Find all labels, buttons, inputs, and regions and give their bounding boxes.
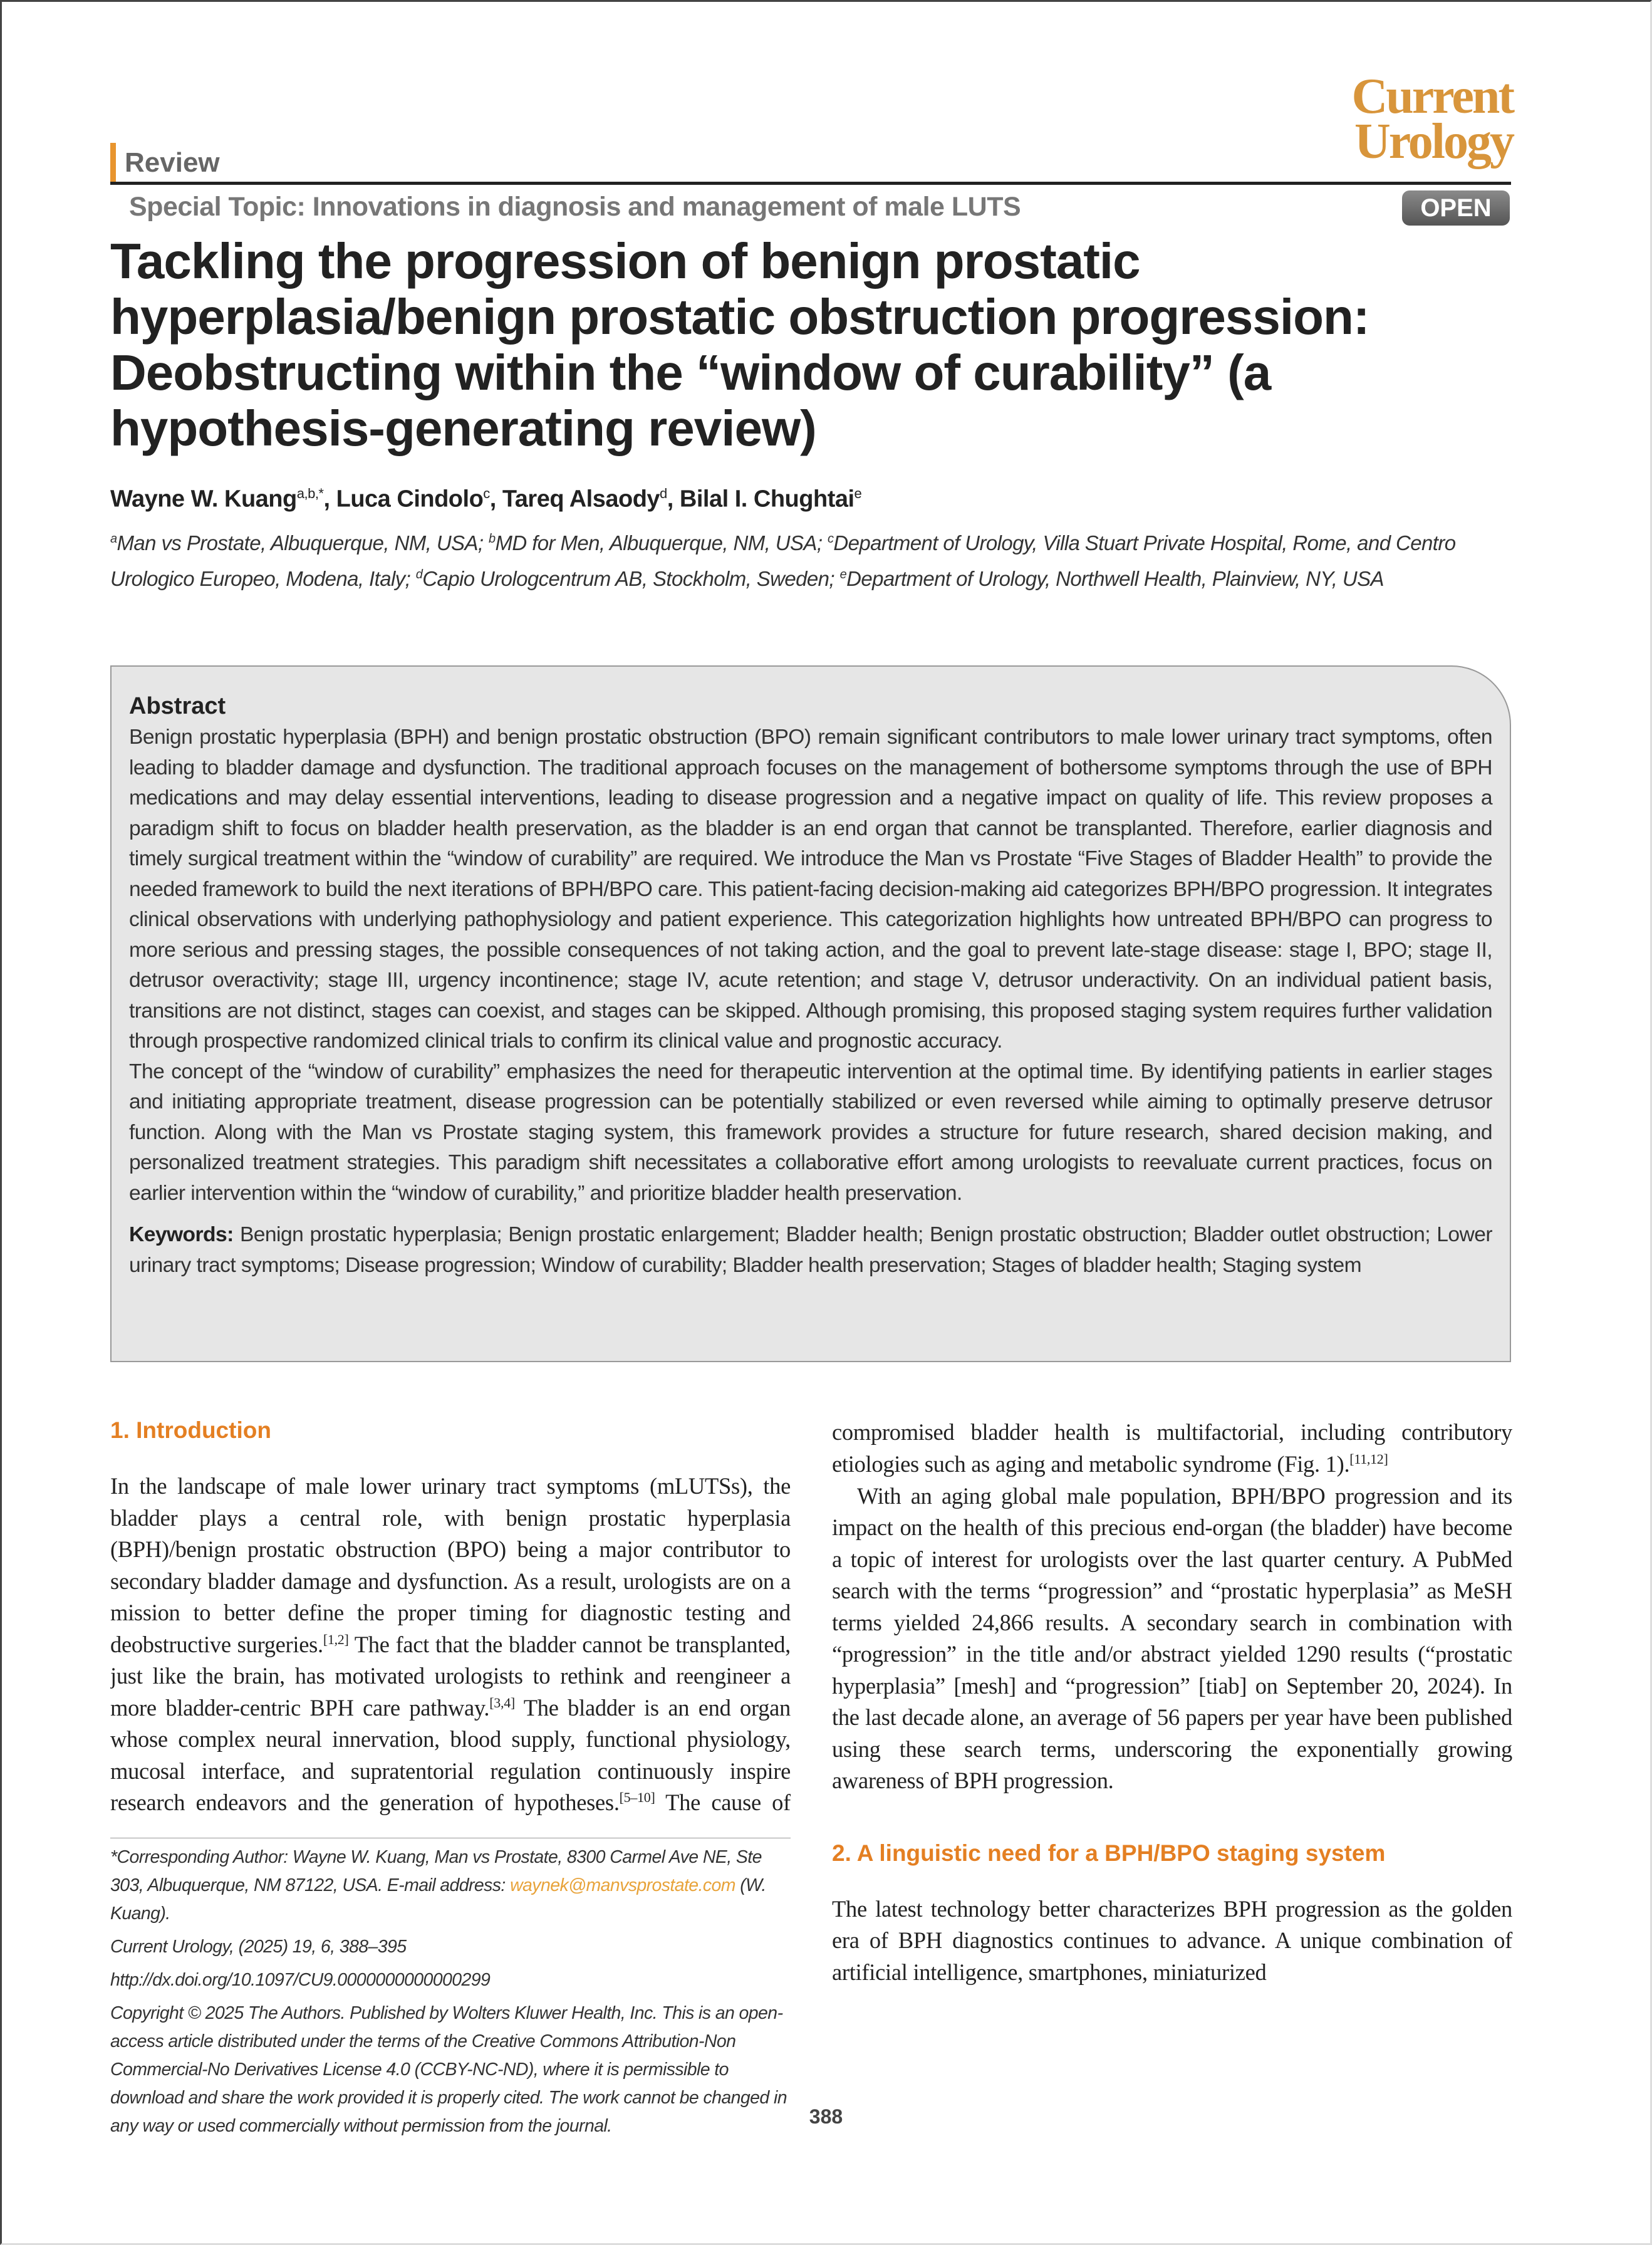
author-list [110, 486, 861, 513]
text-run: compromised bladder health is multifactorial, including contributory etiologies such as aging and metabolic syndrome (Fig. 1). [832, 1419, 1512, 1477]
author-name: Tareq Alsaody [502, 486, 660, 513]
citation: Current Urology, (2025) 19, 6, 388–395 [110, 1937, 407, 1957]
intro-paragraph [110, 1471, 791, 1821]
header-rule [110, 182, 1511, 185]
author-affil: d [660, 486, 667, 501]
citation-ref: [3,4] [489, 1694, 515, 1711]
separator: , [323, 486, 336, 513]
citation-ref: [5–10] [619, 1789, 655, 1805]
doi-link[interactable]: http://dx.doi.org/10.1097/CU9.0000000000000299 [110, 1970, 491, 1990]
affil-text: MD for Men, Albuquerque, NM, USA; [495, 531, 828, 555]
author-affil: e [854, 486, 862, 501]
article-title: Tackling the progression of benign prostatic hyperplasia/benign prostatic obstruction progression: Deobstructing within the “window of curability” (a hypothesis-generating review) [110, 233, 1369, 456]
separator: , [667, 486, 680, 513]
section-2-heading: 2. A linguistic need for a BPH/BPO staging system [832, 1840, 1386, 1866]
page-number: 388 [809, 2105, 843, 2128]
section-label: Review [110, 143, 220, 183]
separator: , [489, 486, 502, 513]
affil-key: a [110, 532, 117, 546]
author-name: Luca Cindolo [336, 486, 484, 513]
affil-text: Department of Urology, Northwell Health, Plainview, NY, USA [846, 567, 1384, 590]
section-2-paragraph: The latest technology better characterizes BPH progression as the golden era of BPH diagnostics continues to advance. A unique combination of artificial intelligence, smartphones, miniaturized [832, 1895, 1512, 1985]
author-name: Wayne W. Kuang [110, 486, 297, 513]
affiliations [110, 523, 1514, 595]
text-run: The bladder is an end organ whose complex neural innervation, blood supply, functional physiology, mucosal interface, and supratentorial regulation continuously inspire research endeavors and the generation of hypotheses. [110, 1694, 791, 1815]
affil-text: Capio Urologcentrum AB, Stockholm, Sweden; [422, 567, 840, 590]
left-column [110, 1413, 791, 2140]
affil-key: d [415, 568, 423, 581]
logo-line-1: Current [1351, 69, 1513, 124]
email-link[interactable]: waynek@manvsprostate.com [510, 1875, 735, 1895]
intro-paragraph-2: With an aging global male population, BPH/BPO progression and its impact on the health of this precious end-organ (the bladder) have become a topic of interest for urologists over the last quarter century. A PubMed search with the terms “progression” and “prostatic hyperplasia” as MeSH terms yielded 24,866 results. A secondary search in combination with “progression” in the title and/or abstract yielded 1290 results (“prostatic hyperplasia” [mesh] and “progression” [tiab] on September 20, 2024). In the last decade alone, an average of 56 papers per year have been published using these search terms, underscoring the exponentially growing awareness of BPH progression. [832, 1482, 1512, 1793]
abstract-paragraph: The concept of the “window of curability” emphasizes the need for therapeutic intervention at the optimal time. By identifying patients in earlier stages and initiating appropriate treatment, disease progression can be potentially stabilized or even reversed while aiming to optimally preserve detrusor function. Along with the Man vs Prostate staging system, this framework provides a structure for future research, shared decision making, and personalized treatment strategies. This paradigm shift necessitates a collaborative effort among urologists to reevaluate current practices, focus on earlier intervention within the “window of curability,” and prioritize bladder health preservation. [129, 1060, 1492, 1205]
corresponding-text: *Corresponding Author: Wayne W. Kuang, Man vs Prostate, 8300 Carmel Ave NE, Ste 303, Albuquerque, NM 87122, USA. E-mail address: [110, 1847, 762, 1895]
affil-text: Department of Urology, Villa Stuart Private Hospital, Rome, and Centro Urologico Europeo, Modena, Italy; [110, 531, 1456, 590]
affil-text: Man vs Prostate, Albuquerque, NM, USA; [117, 531, 489, 555]
abstract-paragraph: Benign prostatic hyperplasia (BPH) and benign prostatic obstruction (BPO) remain significant contributors to male lower urinary tract symptoms, often leading to bladder damage and dysfunction. The traditional approach focuses on the management of bothersome symptoms through the use of BPH medications and may delay essential interventions, leading to disease progression and a negative impact on quality of life. This review proposes a paradigm shift to focus on bladder health preservation, as the bladder is an end organ that cannot be transplanted. Therefore, earlier diagnosis and timely surgical treatment within the “window of curability” are required. We introduce the Man vs Prostate “Five Stages of Bladder Health” to provide the needed framework to build the next iterations of BPH/BPO care. This patient-facing decision-making aid categorizes BPH/BPO progression. It integrates clinical observations with underlying pathophysiology and patient experience. This categorization highlights how untreated BPH/BPO can progress to more serious and pressing stages, the possible consequences of not taking action, and the goal to prevent late-stage disease: stage I, BPO; stage II, detrusor overactivity; stage III, urgency incontinence; stage IV, acute retention; and stage V, detrusor underactivity. On an individual patient basis, transitions are not distinct, stages can coexist, and stages can be skipped. Although promising, this proposed staging system requires further validation through prospective randomized clinical trials to confirm its clinical value and prognostic accuracy. [129, 726, 1492, 1053]
text-run: The cause of [665, 1789, 791, 1815]
corresponding-end: (W. Kuang). [110, 1875, 766, 1924]
journal-logo [1272, 69, 1513, 169]
keywords-label: Keywords: [129, 1223, 234, 1246]
intro-continuation-wrapper [832, 1417, 1512, 1481]
abstract-box [110, 665, 1511, 1362]
text-run: In the landscape of male lower urinary tract symptoms (mLUTSs), the bladder plays a central role, with benign prostatic hyperplasia (BPH)/benign prostatic obstruction (BPO) being a major contributor to secondary bladder damage and dysfunction. As a result, urologists are on a mission to better define the proper timing for diagnostic testing and deobstructive surgeries. [110, 1473, 791, 1657]
citation-ref: [11,12] [1349, 1451, 1388, 1467]
right-column [832, 1413, 1512, 1988]
text-run: The fact that the bladder cannot be transplanted, just like the brain, has motivated urologists to rethink and reengineer a more bladder-centric BPH care pathway. [110, 1631, 791, 1721]
corresponding-author [110, 1843, 791, 1928]
abstract-heading: Abstract [129, 693, 226, 719]
author-affil: c [483, 486, 490, 501]
author-affil: a,b,* [296, 486, 324, 501]
citation-ref: [1,2] [323, 1631, 349, 1647]
logo-line-2: Urology [1354, 114, 1513, 169]
intro-heading: 1. Introduction [110, 1417, 271, 1443]
keywords [129, 1220, 1492, 1281]
intro-paragraph-continued [832, 1417, 1512, 1480]
keywords-list: Benign prostatic hyperplasia; Benign prostatic enlargement; Bladder health; Benign prostatic obstruction; Bladder outlet obstruction; Lower urinary tract symptoms; Disease progression; Window of curability; Bladder health preservation; Stages of bladder health; Staging system [129, 1223, 1492, 1277]
affil-key: e [839, 568, 847, 581]
open-access-badge: OPEN [1402, 190, 1510, 226]
author-name: Bilal I. Chughtai [679, 486, 855, 513]
special-topic: Special Topic: Innovations in diagnosis and management of male LUTS [129, 192, 1021, 222]
affil-key: b [489, 532, 496, 546]
affil-key: c [827, 532, 834, 546]
copyright: Copyright © 2025 The Authors. Published by Wolters Kluwer Health, Inc. This is an open-access article distributed under the terms of the Creative Commons Attribution-Non Commercial-No Derivatives License 4.0 (CCBY-NC-ND), where it is permissible to download and share the work provided it is properly cited. The work cannot be changed in any way or used commercially without permission from the journal. [110, 2003, 787, 2136]
